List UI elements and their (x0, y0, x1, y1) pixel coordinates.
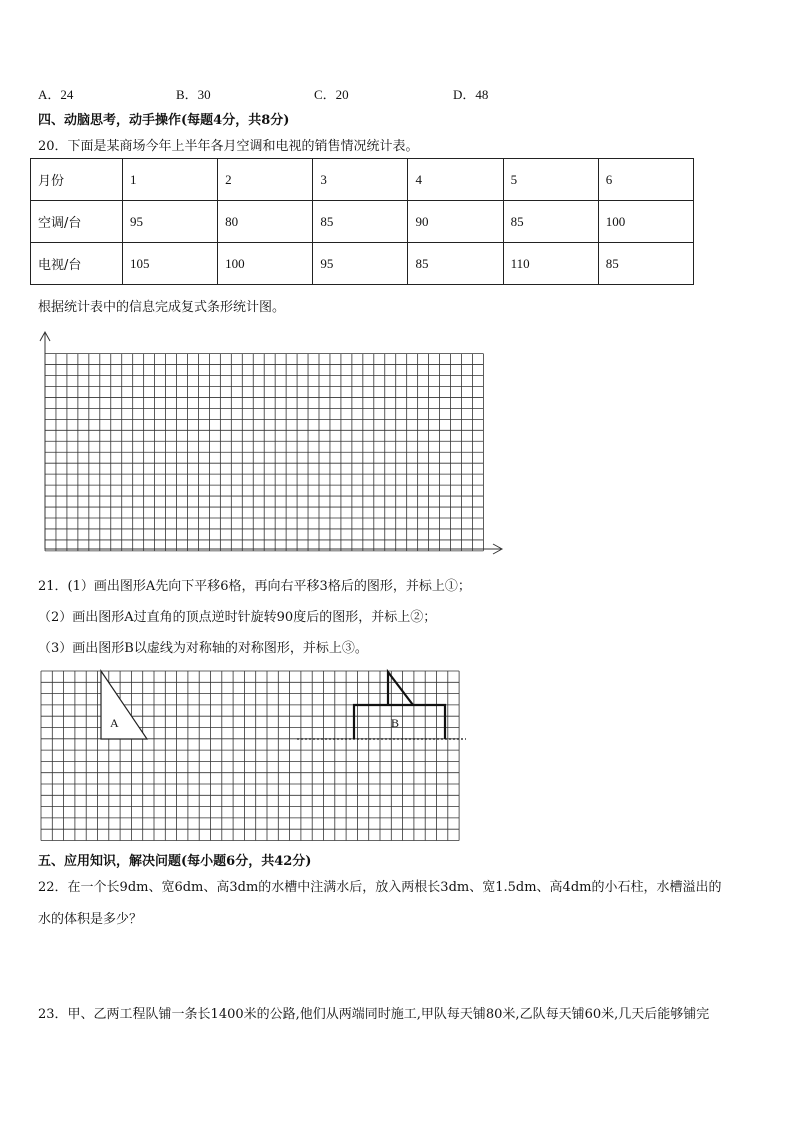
table-cell: 85 (408, 243, 503, 285)
question-21-line-2: （2）画出图形A过直角的顶点逆时针旋转90度后的图形，并标上②； (38, 610, 437, 625)
option-d: D．48 (453, 87, 489, 102)
shape-b-outline (354, 705, 445, 739)
question-22-line-1: 22．在一个长9dm、宽6dm、高3dm的水槽中注满水后，放入两根长3dm、宽1.5dm、高4dm的小石柱，水槽溢出的 (38, 880, 722, 895)
table-cell: 85 (598, 243, 693, 285)
table-cell: 4 (408, 159, 503, 201)
section-4-heading: 四、动脑思考，动手操作(每题4分，共8分) (38, 113, 290, 128)
question-22-line-2: 水的体积是多少？ (38, 912, 143, 927)
shape-b-label: B (391, 716, 400, 730)
question-20-instruction: 根据统计表中的信息完成复式条形统计图。 (38, 300, 286, 315)
table-cell: 85 (503, 201, 598, 243)
table-cell: 1 (123, 159, 218, 201)
question-21-line-1: 21．(1）画出图形A先向下平移6格，再向右平移3格后的图形，并标上①； (38, 579, 471, 594)
table-cell: 105 (123, 243, 218, 285)
question-23-line-1: 23．甲、乙两工程队铺一条长1400米的公路,他们从两端同时施工,甲队每天铺80米,乙队每天铺60米,几天后能够铺完 (38, 1007, 710, 1022)
shape-b-flag (388, 672, 413, 705)
option-c: C．20 (314, 87, 349, 102)
table-cell: 110 (503, 243, 598, 285)
table-cell: 90 (408, 201, 503, 243)
table-row-label: 空调/台 (31, 201, 123, 243)
option-a: A．24 (38, 87, 74, 102)
table-cell: 100 (598, 201, 693, 243)
question-21-line-3: （3）画出图形B以虚线为对称轴的对称图形，并标上③。 (38, 641, 368, 656)
question-20-text: 20．下面是某商场今年上半年各月空调和电视的销售情况统计表。 (38, 139, 419, 154)
table-cell: 95 (123, 201, 218, 243)
table-row-label: 电视/台 (31, 243, 123, 285)
table-cell: 95 (313, 243, 408, 285)
shape-a-label: A (110, 716, 119, 730)
option-b: B．30 (176, 87, 211, 102)
table-row-label: 月份 (31, 159, 123, 201)
table-cell: 100 (218, 243, 313, 285)
table-cell: 6 (598, 159, 693, 201)
table-cell: 80 (218, 201, 313, 243)
table-cell: 5 (503, 159, 598, 201)
table-cell: 2 (218, 159, 313, 201)
section-5-heading: 五、应用知识，解决问题(每小题6分，共42分) (38, 854, 312, 869)
table-cell: 3 (313, 159, 408, 201)
table-cell: 85 (313, 201, 408, 243)
